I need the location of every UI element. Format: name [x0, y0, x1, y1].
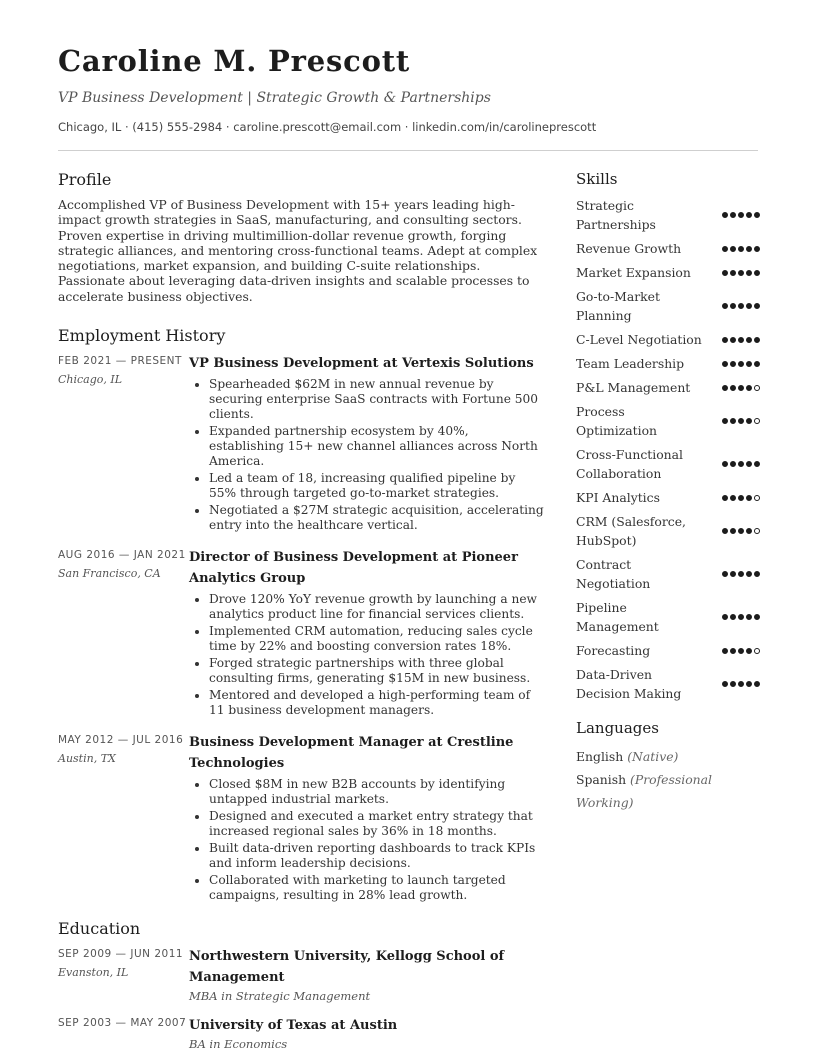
- rating-dot-filled: [722, 495, 728, 501]
- header-divider: [58, 150, 758, 151]
- main-column: [58, 170, 546, 1063]
- rating-dot-filled: [746, 528, 752, 534]
- rating-dot-filled: [730, 461, 736, 467]
- skill-rating: [722, 681, 760, 687]
- skill-row: [576, 598, 760, 636]
- rating-dot-filled: [738, 681, 744, 687]
- skill-name: Process Optimization: [576, 404, 658, 438]
- rating-dot-filled: [738, 246, 744, 252]
- job-bullet: • Mentored and developed a high-performing team of 11 business development managers.: [209, 688, 546, 718]
- rating-dot-filled: [730, 246, 736, 252]
- job-meta: [58, 732, 189, 905]
- rating-dot-filled: [730, 648, 736, 654]
- education-list: [58, 946, 546, 1051]
- skill-name: Cross-Functional Collaboration: [576, 447, 683, 481]
- rating-dot-filled: [746, 418, 752, 424]
- skill-name: Data-Driven Decision Making: [576, 667, 682, 701]
- rating-dot-filled: [730, 361, 736, 367]
- skill-rating: [722, 303, 760, 309]
- contact-line: Chicago, IL · (415) 555-2984 · caroline.prescott@email.com · linkedin.com/in/carolineprescott: [58, 120, 597, 134]
- education-dates: SEP 2003 — MAY 2007: [58, 1017, 187, 1030]
- job-bullets: [189, 592, 546, 718]
- rating-dot-filled: [754, 361, 760, 367]
- job-bullet: • Led a team of 18, increasing qualified pipeline by 55% through targeted go-to-market strategies.: [209, 471, 546, 501]
- rating-dot-filled: [754, 571, 760, 577]
- skill-row: [576, 354, 760, 373]
- rating-dot-filled: [730, 337, 736, 343]
- rating-dot-filled: [722, 571, 728, 577]
- rating-dot-filled: [722, 528, 728, 534]
- skill-row: [576, 402, 760, 440]
- rating-dot-filled: [722, 337, 728, 343]
- rating-dot-filled: [754, 337, 760, 343]
- skill-rating: [722, 246, 760, 252]
- skill-row: [576, 512, 760, 550]
- job-title: Director of Business Development at Pioneer Analytics Group: [189, 550, 518, 587]
- skill-row: [576, 665, 760, 703]
- rating-dot-filled: [730, 270, 736, 276]
- sidebar-column: [576, 170, 760, 814]
- job-title: Business Development Manager at Crestline Technologies: [189, 735, 514, 772]
- skill-rating: [722, 337, 760, 343]
- skill-rating: [722, 648, 760, 654]
- skill-rating: [722, 361, 760, 367]
- job-title: VP Business Development at Vertexis Solutions: [189, 356, 534, 372]
- rating-dot-filled: [722, 246, 728, 252]
- rating-dot-filled: [738, 461, 744, 467]
- skill-row: [576, 239, 760, 258]
- skill-name: Team Leadership: [576, 356, 685, 371]
- skill-rating: [722, 418, 760, 424]
- rating-dot-filled: [738, 270, 744, 276]
- job-bullet: • Implemented CRM automation, reducing sales cycle time by 22% and boosting conversion rates 18%.: [209, 624, 546, 654]
- rating-dot-filled: [746, 681, 752, 687]
- rating-dot-filled: [730, 303, 736, 309]
- education-dates: SEP 2009 — JUN 2011: [58, 948, 184, 961]
- job-bullet: • Collaborated with marketing to launch targeted campaigns, resulting in 28% lead growth.: [209, 873, 546, 903]
- job-location: San Francisco, CA: [58, 567, 161, 581]
- education-location: Evanston, IL: [58, 966, 129, 980]
- education-heading: Education: [58, 919, 141, 939]
- rating-dot-filled: [746, 212, 752, 218]
- rating-dot-filled: [738, 303, 744, 309]
- rating-dot-filled: [730, 571, 736, 577]
- skill-rating: [722, 212, 760, 218]
- languages-heading: Languages: [576, 719, 659, 737]
- skill-row: [576, 330, 760, 349]
- rating-dot-filled: [746, 337, 752, 343]
- job-body: [189, 547, 546, 720]
- skill-name: Go-to-Market Planning: [576, 289, 660, 323]
- rating-dot-filled: [722, 681, 728, 687]
- rating-dot-filled: [722, 212, 728, 218]
- profile-heading: Profile: [58, 170, 112, 189]
- job-bullet: • Negotiated a $27M strategic acquisition, accelerating entry into the healthcare vertical.: [209, 503, 546, 533]
- rating-dot-filled: [722, 614, 728, 620]
- rating-dot-filled: [738, 361, 744, 367]
- education-entry: [58, 946, 546, 1003]
- skill-name: Pipeline Management: [576, 600, 659, 634]
- skill-row: [576, 196, 760, 234]
- education-body: [189, 946, 546, 1003]
- rating-dot-filled: [754, 303, 760, 309]
- language-row: [576, 745, 760, 768]
- skill-rating: [722, 270, 760, 276]
- rating-dot-filled: [746, 461, 752, 467]
- skill-name: KPI Analytics: [576, 490, 660, 505]
- rating-dot-filled: [738, 648, 744, 654]
- job-bullets: [189, 377, 546, 533]
- rating-dot-filled: [746, 648, 752, 654]
- candidate-name: Caroline M. Prescott: [58, 44, 411, 78]
- headline: VP Business Development | Strategic Growth & Partnerships: [58, 90, 491, 106]
- skill-row: [576, 445, 760, 483]
- rating-dot-filled: [746, 246, 752, 252]
- language-name: English: [576, 749, 624, 764]
- rating-dot-filled: [730, 528, 736, 534]
- rating-dot-filled: [722, 385, 728, 391]
- rating-dot-empty: [754, 648, 760, 654]
- rating-dot-filled: [722, 418, 728, 424]
- rating-dot-filled: [754, 681, 760, 687]
- skill-name: C-Level Negotiation: [576, 332, 702, 347]
- education-body: [189, 1015, 546, 1051]
- language-level: (Native): [627, 749, 679, 764]
- rating-dot-filled: [722, 648, 728, 654]
- skill-rating: [722, 461, 760, 467]
- rating-dot-filled: [722, 303, 728, 309]
- rating-dot-filled: [730, 614, 736, 620]
- rating-dot-filled: [722, 270, 728, 276]
- rating-dot-filled: [738, 212, 744, 218]
- skill-row: [576, 287, 760, 325]
- rating-dot-filled: [738, 337, 744, 343]
- rating-dot-empty: [754, 528, 760, 534]
- languages-list: [576, 745, 760, 814]
- skills-heading: Skills: [576, 170, 618, 188]
- rating-dot-filled: [746, 495, 752, 501]
- education-degree: MBA in Strategic Management: [189, 989, 371, 1004]
- rating-dot-filled: [738, 614, 744, 620]
- skills-list: [576, 196, 760, 703]
- profile-text: Accomplished VP of Business Development with 15+ years leading high-impact growth strategies in SaaS, manufacturing, and consulting sectors. Proven expertise in driving multimillion-dollar revenue growth, forging strategic alliances, and mentoring cross-functional teams. Adept at complex negotiations, market expansion, and building C-suite relationships. Passionate about leveraging data-driven insights and scalable processes to accelerate business objectives.: [58, 197, 538, 304]
- rating-dot-filled: [746, 614, 752, 620]
- skill-row: [576, 488, 760, 507]
- job-location: Chicago, IL: [58, 373, 123, 387]
- job-bullet: • Drove 120% YoY revenue growth by launching a new analytics product line for financial services clients.: [209, 592, 546, 622]
- skill-row: [576, 263, 760, 282]
- rating-dot-empty: [754, 495, 760, 501]
- job-entry: [58, 547, 546, 720]
- job-dates: AUG 2016 — JAN 2021: [58, 549, 186, 562]
- job-meta: [58, 353, 189, 535]
- employment-heading: Employment History: [58, 326, 226, 346]
- education-school: University of Texas at Austin: [189, 1018, 398, 1034]
- skill-rating: [722, 385, 760, 391]
- skill-row: [576, 641, 760, 660]
- rating-dot-empty: [754, 418, 760, 424]
- skill-name: P&L Management: [576, 380, 691, 395]
- language-level: (Professional Working): [576, 772, 712, 810]
- rating-dot-filled: [738, 571, 744, 577]
- education-meta: [58, 1015, 189, 1051]
- job-bullets: [189, 777, 546, 903]
- job-bullet: • Closed $8M in new B2B accounts by identifying untapped industrial markets.: [209, 777, 546, 807]
- job-bullet: • Designed and executed a market entry strategy that increased regional sales by 36% in 18 months.: [209, 809, 546, 839]
- job-entry: [58, 732, 546, 905]
- rating-dot-filled: [722, 361, 728, 367]
- rating-dot-filled: [738, 495, 744, 501]
- skill-name: Market Expansion: [576, 265, 691, 280]
- rating-dot-filled: [738, 528, 744, 534]
- skill-name: Forecasting: [576, 643, 651, 658]
- rating-dot-filled: [730, 495, 736, 501]
- job-body: [189, 353, 546, 535]
- skill-rating: [722, 614, 760, 620]
- skill-row: [576, 378, 760, 397]
- rating-dot-empty: [754, 385, 760, 391]
- job-dates: MAY 2012 — JUL 2016: [58, 734, 184, 747]
- rating-dot-filled: [746, 361, 752, 367]
- rating-dot-filled: [746, 303, 752, 309]
- rating-dot-filled: [754, 461, 760, 467]
- skill-rating: [722, 528, 760, 534]
- skill-name: CRM (Salesforce, HubSpot): [576, 514, 686, 548]
- job-bullet: • Spearheaded $62M in new annual revenue by securing enterprise SaaS contracts with Fortune 500 clients.: [209, 377, 546, 422]
- rating-dot-filled: [746, 385, 752, 391]
- job-bullet: • Built data-driven reporting dashboards to track KPIs and inform leadership decisions.: [209, 841, 546, 871]
- rating-dot-filled: [730, 212, 736, 218]
- rating-dot-filled: [754, 246, 760, 252]
- education-entry: [58, 1015, 546, 1051]
- language-name: Spanish: [576, 772, 627, 787]
- education-school: Northwestern University, Kellogg School of Management: [189, 949, 505, 986]
- rating-dot-filled: [722, 461, 728, 467]
- education-meta: [58, 946, 189, 1003]
- job-entry: [58, 353, 546, 535]
- rating-dot-filled: [738, 418, 744, 424]
- job-bullet: • Forged strategic partnerships with three global consulting firms, generating $15M in new business.: [209, 656, 546, 686]
- skill-rating: [722, 571, 760, 577]
- language-row: [576, 768, 760, 814]
- rating-dot-filled: [754, 614, 760, 620]
- rating-dot-filled: [746, 270, 752, 276]
- skill-row: [576, 555, 760, 593]
- education-degree: BA in Economics: [189, 1037, 288, 1052]
- skill-rating: [722, 495, 760, 501]
- employment-list: [58, 353, 546, 905]
- job-bullet: • Expanded partnership ecosystem by 40%, establishing 15+ new channel alliances across North America.: [209, 424, 546, 469]
- rating-dot-filled: [730, 418, 736, 424]
- skill-name: Revenue Growth: [576, 241, 682, 256]
- rating-dot-filled: [754, 212, 760, 218]
- job-meta: [58, 547, 189, 720]
- job-body: [189, 732, 546, 905]
- skill-name: Contract Negotiation: [576, 557, 651, 591]
- rating-dot-filled: [730, 385, 736, 391]
- job-location: Austin, TX: [58, 752, 116, 766]
- rating-dot-filled: [730, 681, 736, 687]
- rating-dot-filled: [738, 385, 744, 391]
- rating-dot-filled: [754, 270, 760, 276]
- skill-name: Strategic Partnerships: [576, 198, 656, 232]
- rating-dot-filled: [746, 571, 752, 577]
- job-dates: FEB 2021 — PRESENT: [58, 355, 182, 368]
